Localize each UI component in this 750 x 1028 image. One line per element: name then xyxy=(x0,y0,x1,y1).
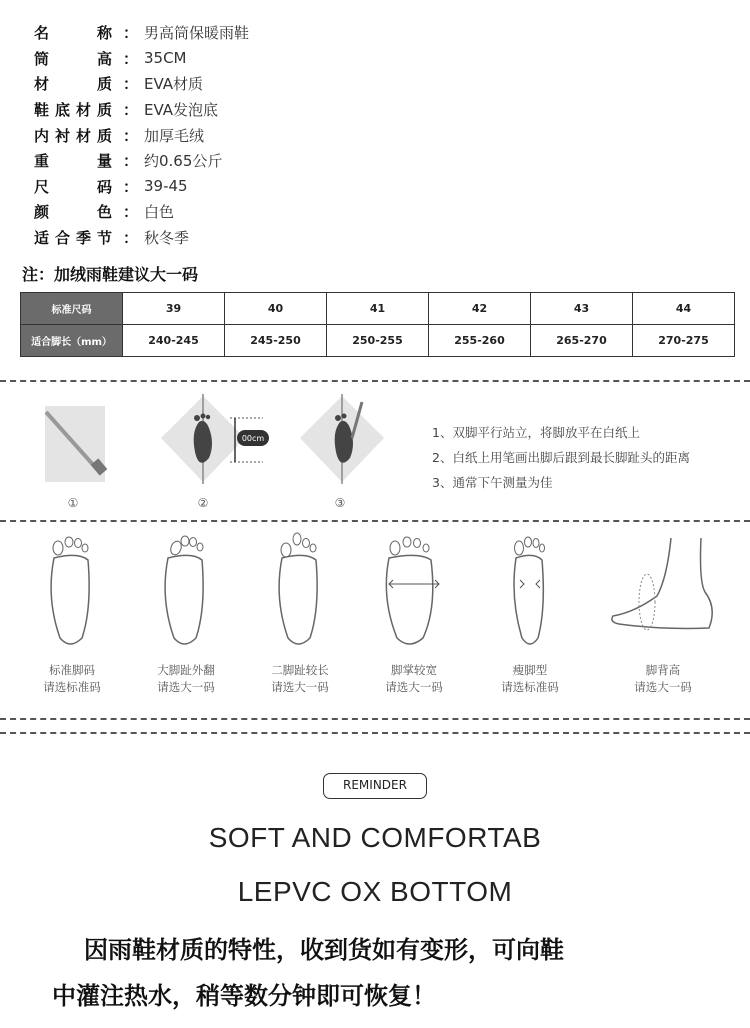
foot-bunion-icon xyxy=(156,528,216,650)
foot-measure-icon xyxy=(155,392,275,487)
foot-advice: 请选标准码 xyxy=(501,680,559,694)
foot-type-high-instep xyxy=(603,528,723,696)
length-cell: 265-270 xyxy=(531,325,633,357)
spec-value: 秋冬季 xyxy=(144,229,190,248)
foot-type-label: 脚掌较宽 xyxy=(391,663,437,677)
foot-type-label: 大脚趾外翻 xyxy=(157,663,215,677)
spec-value: 39-45 xyxy=(144,177,188,196)
instruction-line: 1、双脚平行站立，将脚放平在白纸上 xyxy=(432,425,640,440)
measure-instructions xyxy=(432,420,690,495)
spec-label: 内 衬 材 质 ： xyxy=(34,126,138,145)
spec-row-weight xyxy=(34,148,249,174)
spec-label-text: 材 质 xyxy=(34,75,112,94)
foot-type-wide xyxy=(364,528,464,696)
spec-value: 约0.65公斤 xyxy=(144,152,223,171)
spec-label: 名 称 ： xyxy=(34,24,138,43)
size-cell: 39 xyxy=(123,293,225,325)
instruction-line: 2、白纸上用笔画出脚后跟到最长脚趾头的距离 xyxy=(432,450,690,465)
length-row xyxy=(21,325,735,357)
foot-type-long-second-toe xyxy=(250,528,350,696)
foot-caption xyxy=(480,662,580,696)
spec-label-text: 内 衬 材 质 xyxy=(34,126,112,145)
foot-caption xyxy=(22,662,122,696)
foot-type-bunion xyxy=(136,528,236,696)
foot-caption xyxy=(250,662,350,696)
length-cell: 270-275 xyxy=(633,325,735,357)
foot-long-toe-icon xyxy=(270,528,330,650)
spec-row-lining xyxy=(34,122,249,148)
spec-row-height xyxy=(34,46,249,72)
foot-advice: 请选大一码 xyxy=(385,680,443,694)
foot-caption xyxy=(603,662,723,696)
spec-list xyxy=(34,20,249,250)
divider-dashed xyxy=(0,520,750,522)
spec-label-text: 尺 码 xyxy=(34,177,112,196)
reminder-badge: REMINDER xyxy=(323,773,427,799)
foot-narrow-icon xyxy=(500,528,560,650)
size-cell: 44 xyxy=(633,293,735,325)
spec-value: 加厚毛绒 xyxy=(144,126,205,145)
spec-label: 鞋 底 材 质 ： xyxy=(34,101,138,120)
length-cell: 255-260 xyxy=(429,325,531,357)
instruction-line: 3、通常下午测量为佳 xyxy=(432,475,553,490)
length-cell: 245-250 xyxy=(225,325,327,357)
spec-row-size xyxy=(34,174,249,200)
foot-caption xyxy=(136,662,236,696)
size-table xyxy=(20,292,735,357)
foot-advice: 请选标准码 xyxy=(43,680,101,694)
foot-type-label: 瘦脚型 xyxy=(512,663,548,677)
step-number: ③ xyxy=(334,496,346,510)
spec-row-season xyxy=(34,225,249,251)
spec-label-text: 名 称 xyxy=(34,24,112,43)
slogan-line-2: LEPVC OX BOTTOM xyxy=(237,876,513,907)
spec-label-text: 适 合 季 节 xyxy=(34,229,112,248)
spec-value: 白色 xyxy=(144,203,175,222)
spec-row-name xyxy=(34,20,249,46)
spec-label: 适 合 季 节 ： xyxy=(34,229,138,248)
foot-type-standard xyxy=(22,528,122,696)
step-number: ① xyxy=(67,496,79,510)
size-note: 注：加绒雨鞋建议大一码 xyxy=(22,265,199,284)
foot-standard-icon xyxy=(42,528,102,650)
length-cell: 250-255 xyxy=(327,325,429,357)
spec-label: 重 量 ： xyxy=(34,152,138,171)
measure-tag: 00cm xyxy=(241,434,265,443)
foot-trace-icon xyxy=(300,392,390,487)
spec-label-text: 重 量 xyxy=(34,152,112,171)
foot-advice: 请选大一码 xyxy=(157,680,215,694)
spec-label: 材 质 ： xyxy=(34,75,138,94)
divider-dashed xyxy=(0,732,750,734)
foot-advice: 请选大一码 xyxy=(634,680,692,694)
notice-line-1: 因雨鞋材质的特性，收到货如有变形，可向鞋 xyxy=(84,936,564,964)
spec-row-sole xyxy=(34,97,249,123)
foot-type-label: 脚背高 xyxy=(645,663,681,677)
foot-wide-icon xyxy=(379,528,449,650)
size-cell: 43 xyxy=(531,293,633,325)
step-number: ② xyxy=(197,496,209,510)
foot-type-label: 二脚趾较长 xyxy=(271,663,329,677)
spec-row-material xyxy=(34,71,249,97)
foot-advice: 请选大一码 xyxy=(271,680,329,694)
spec-label-text: 筒 高 xyxy=(34,49,112,68)
paper-pen-icon xyxy=(42,392,112,487)
spec-label: 尺 码 ： xyxy=(34,177,138,196)
spec-value: EVA材质 xyxy=(144,75,204,94)
foot-type-label: 标准脚码 xyxy=(49,663,95,677)
length-cell: 240-245 xyxy=(123,325,225,357)
length-head: 适合脚长（mm） xyxy=(21,325,123,357)
slogan-line-1: SOFT AND COMFORTAB xyxy=(208,822,542,853)
notice-line-2: 中灌注热水，稍等数分钟即可恢复！ xyxy=(52,982,436,1010)
spec-value: 男高筒保暖雨鞋 xyxy=(144,24,250,43)
size-head: 标准尺码 xyxy=(21,293,123,325)
divider-dashed xyxy=(0,380,750,382)
spec-label: 颜 色 ： xyxy=(34,203,138,222)
size-cell: 42 xyxy=(429,293,531,325)
foot-high-instep-icon xyxy=(603,528,723,650)
divider-dashed xyxy=(0,718,750,720)
spec-label-text: 颜 色 xyxy=(34,203,112,222)
foot-type-narrow xyxy=(480,528,580,696)
size-cell: 40 xyxy=(225,293,327,325)
spec-label: 筒 高 ： xyxy=(34,49,138,68)
spec-value: EVA发泡底 xyxy=(144,101,219,120)
size-row xyxy=(21,293,735,325)
foot-types xyxy=(0,528,750,708)
spec-label-text: 鞋 底 材 质 xyxy=(34,101,112,120)
spec-value: 35CM xyxy=(144,49,187,68)
spec-row-color xyxy=(34,199,249,225)
size-cell: 41 xyxy=(327,293,429,325)
foot-caption xyxy=(364,662,464,696)
measure-steps xyxy=(0,390,750,515)
